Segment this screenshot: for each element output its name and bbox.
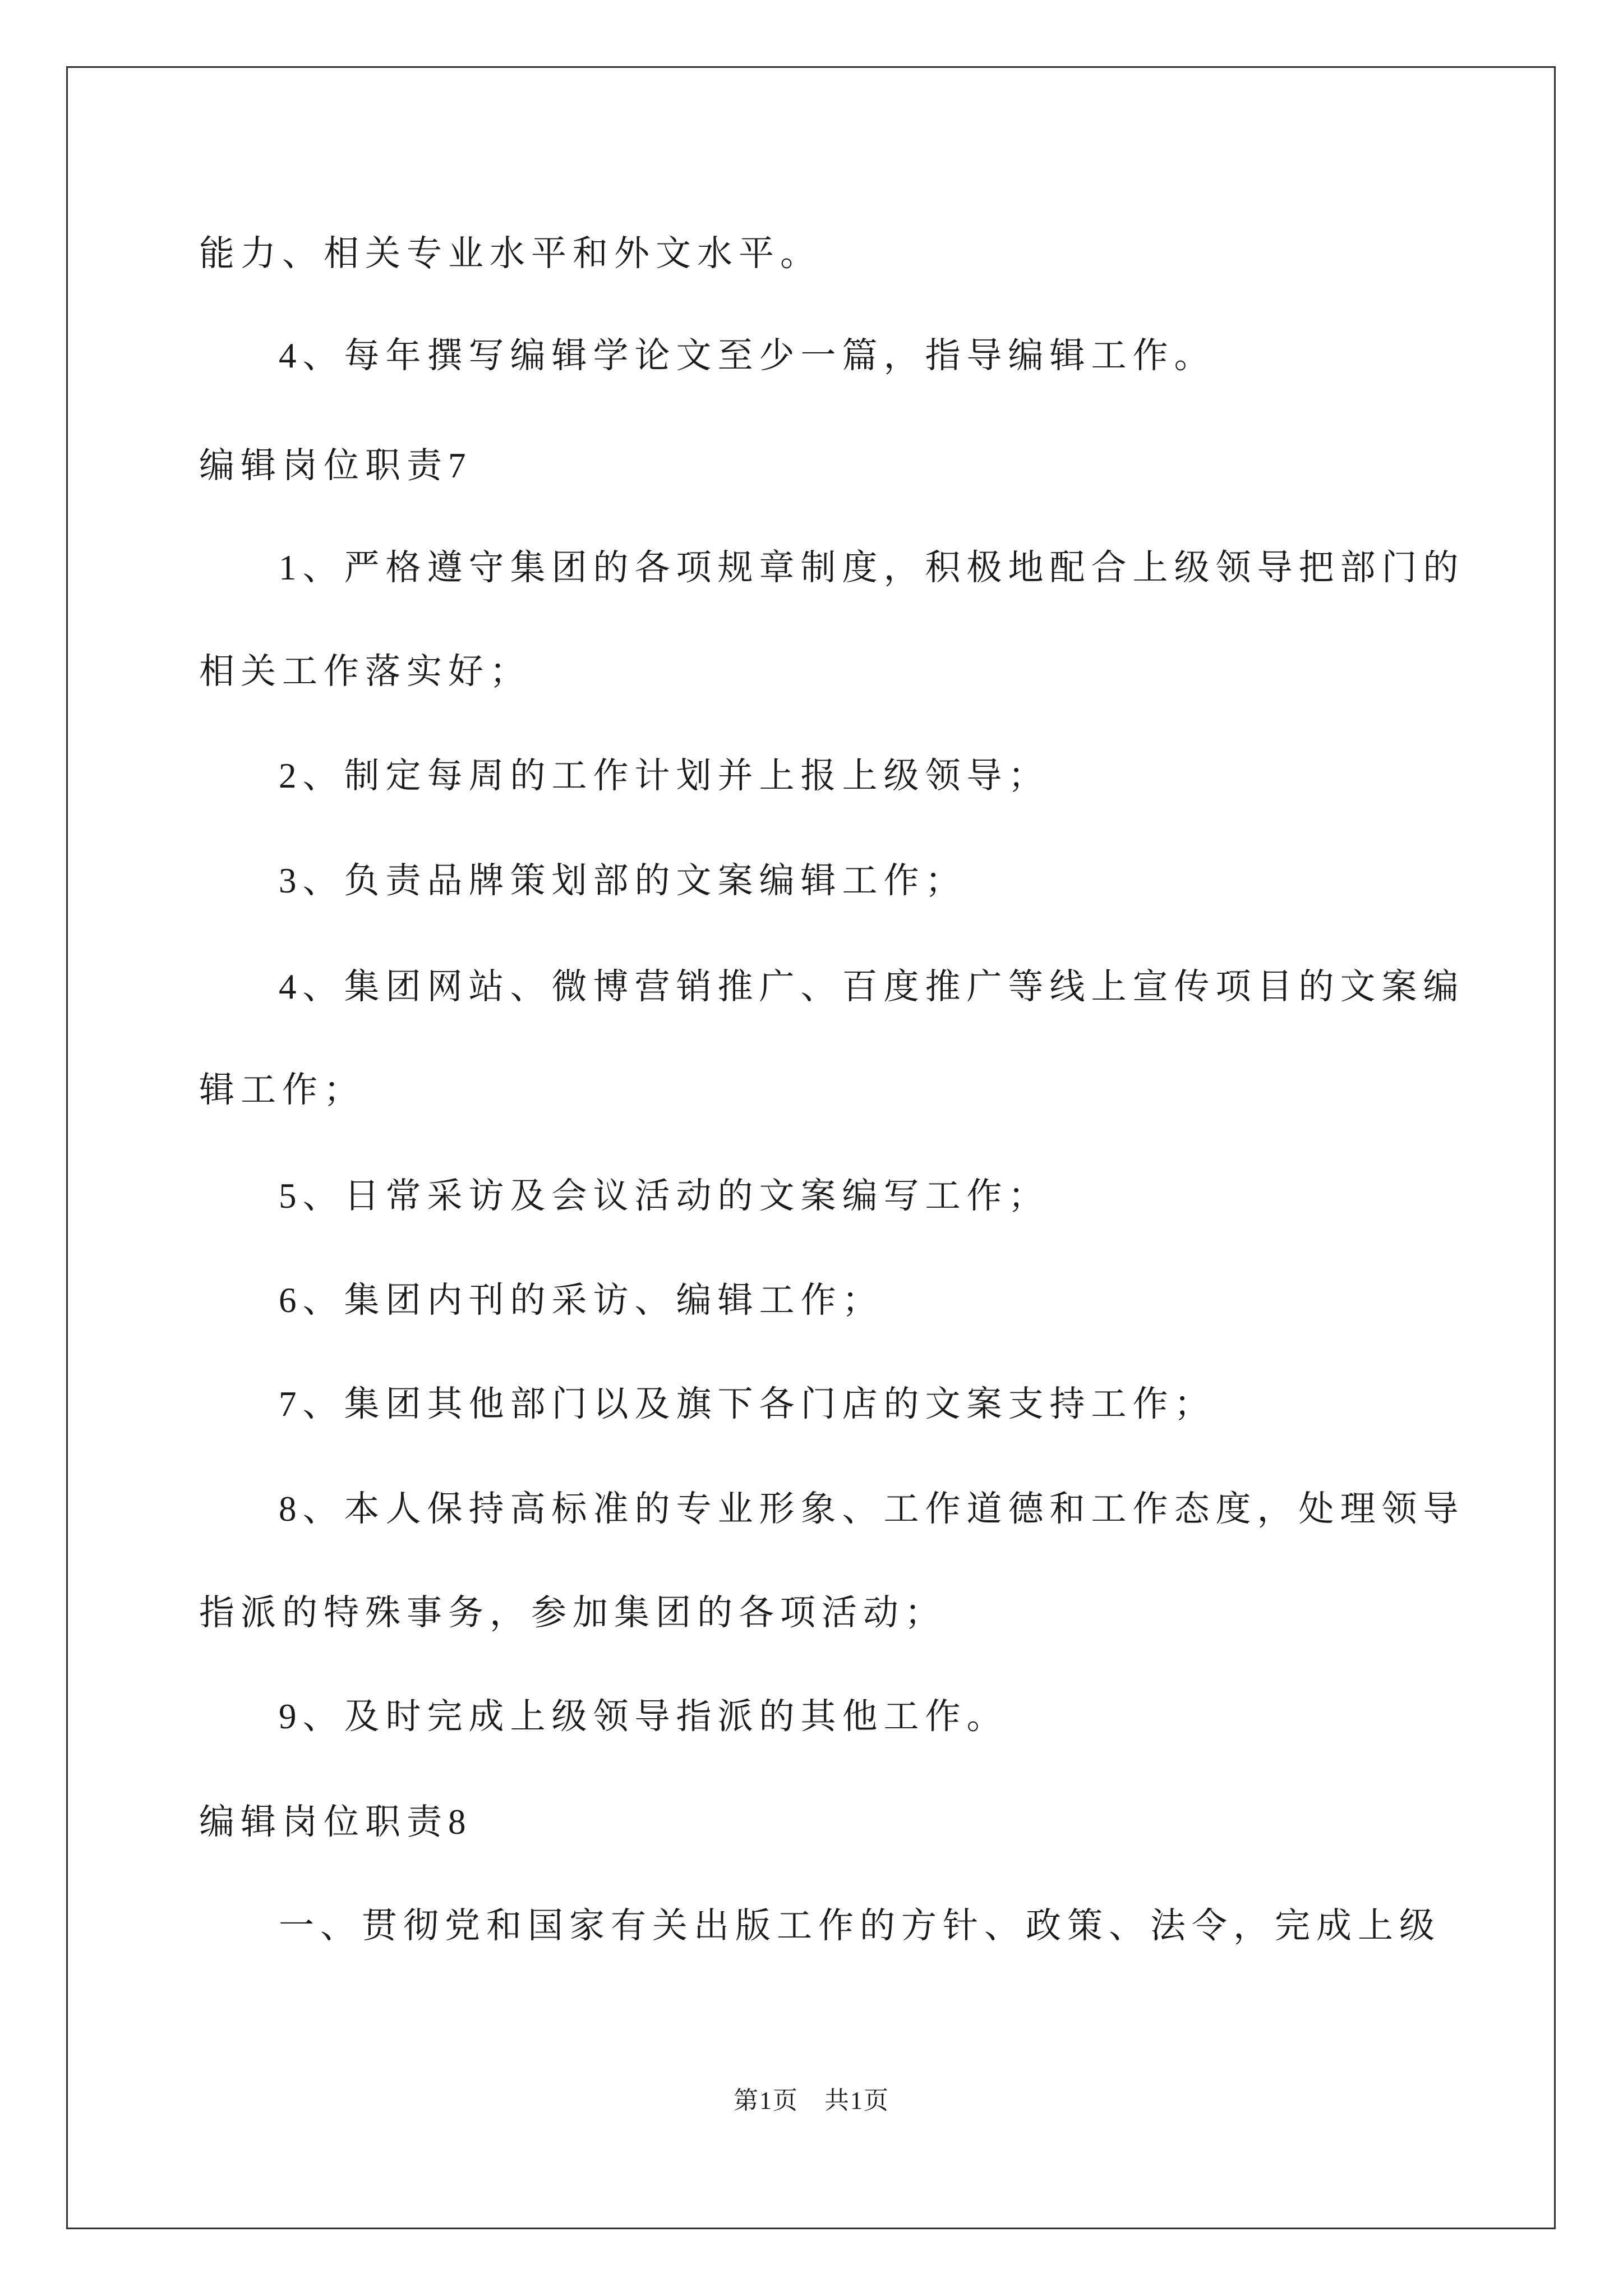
page-number-footer: 第1页 共1页 — [734, 2087, 889, 2114]
paragraph-line: 7、集团其他部门以及旗下各门店的文案支持工作； — [279, 1384, 1216, 1424]
paragraph-line: 9、及时完成上级领导指派的其他工作。 — [279, 1697, 1008, 1736]
paragraph-line: 一、贯彻党和国家有关出版工作的方针、政策、法令，完成上级 — [279, 1906, 1441, 1945]
paragraph-line: 能力、相关专业水平和外文水平。 — [199, 234, 822, 273]
section-heading: 编辑岗位职责8 — [199, 1802, 472, 1842]
paragraph-line: 5、日常采访及会议活动的文案编写工作； — [279, 1176, 1050, 1216]
paragraph-line: 2、制定每周的工作计划并上报上级领导； — [279, 756, 1050, 795]
paragraph-line: 6、集团内刊的采访、编辑工作； — [279, 1281, 884, 1320]
paragraph-line: 相关工作落实好； — [199, 652, 531, 691]
paragraph-line: 4、集团网站、微博营销推广、百度推广等线上宣传项目的文案编 — [279, 967, 1465, 1006]
paragraph-line: 3、负责品牌策划部的文案编辑工作； — [279, 861, 967, 900]
paragraph-line: 4、每年撰写编辑学论文至少一篇，指导编辑工作。 — [279, 336, 1216, 375]
paragraph-line: 辑工作； — [199, 1070, 365, 1110]
paragraph-line: 指派的特殊事务，参加集团的各项活动； — [199, 1593, 946, 1632]
paragraph-line: 8、本人保持高标准的专业形象、工作道德和工作态度，处理领导 — [279, 1489, 1465, 1529]
paragraph-line: 1、严格遵守集团的各项规章制度，积极地配合上级领导把部门的 — [279, 548, 1465, 587]
section-heading: 编辑岗位职责7 — [199, 446, 472, 485]
